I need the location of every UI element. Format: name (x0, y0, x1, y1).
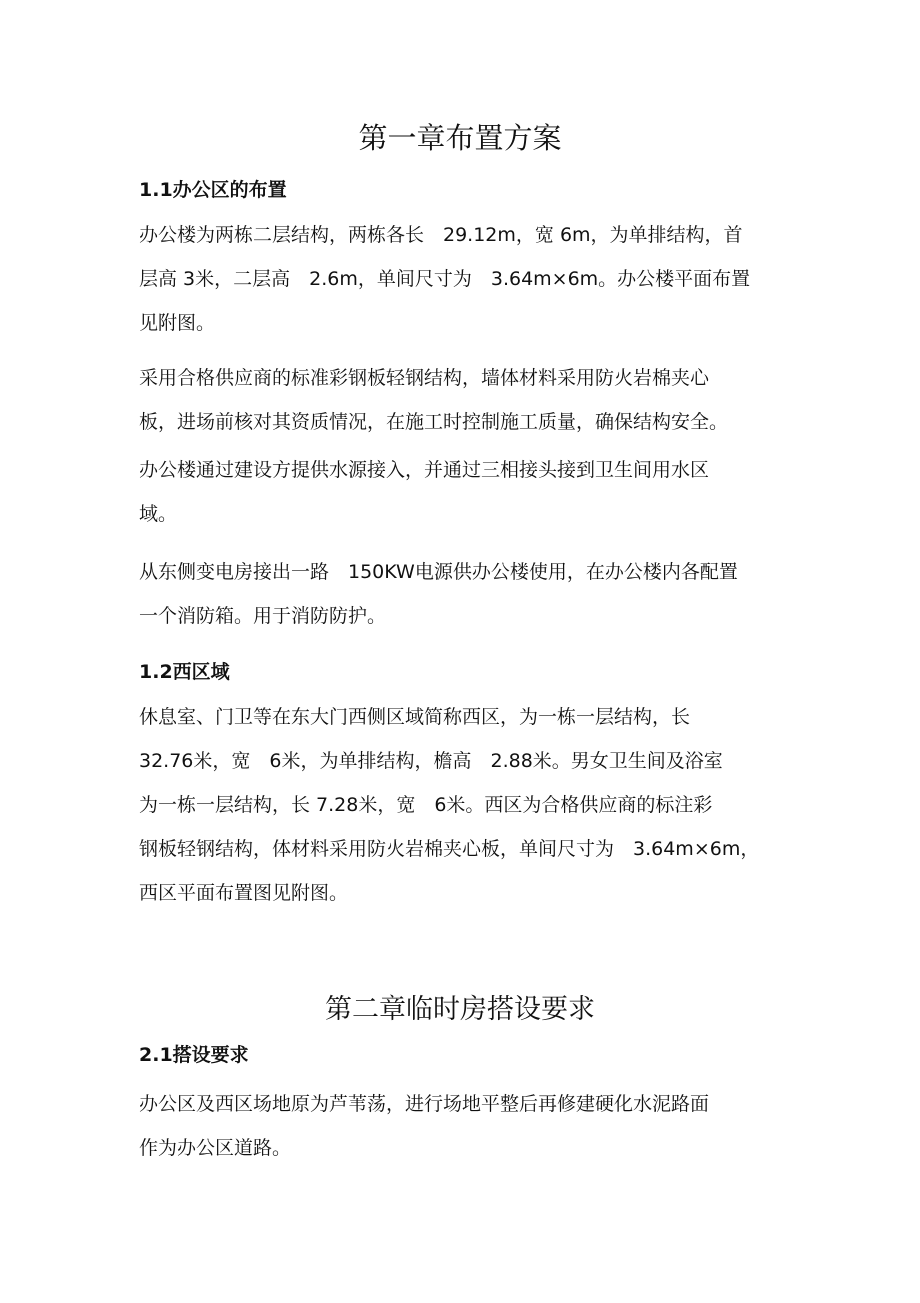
chapter-2-title: 第二章临时房搭设要求 (325, 994, 595, 1025)
section-2-1-paragraph-1 (139, 1082, 799, 1170)
section-1-1-paragraph-4 (139, 550, 799, 638)
paragraph-line: 钢板轻钢结构，体材料采用防火岩棉夹心板，单间尺寸为 3.64m×6m， (139, 838, 760, 860)
chapter-1-title: 第一章布置方案 (358, 121, 562, 155)
paragraph-line: 域。 (139, 503, 178, 525)
section-2-1-title: 2.1搭设要求 (139, 1044, 249, 1066)
paragraph-line: 板，进场前核对其资质情况，在施工时控制施工质量，确保结构安全。 (139, 411, 729, 433)
paragraph-line: 层高 3米，二层高 2.6m，单间尺寸为 3.64m×6m。办公楼平面布置 (139, 268, 751, 290)
section-1-1-title: 1.1办公区的布置 (139, 179, 287, 201)
paragraph-line: 为一栋一层结构，长 7.28米，宽 6米。西区为合格供应商的标注彩 (139, 794, 713, 816)
section-1-1-paragraph-1 (139, 213, 799, 345)
paragraph-line: 休息室、门卫等在东大门西侧区域简称西区，为一栋一层结构，长 (139, 706, 691, 728)
section-1-1-paragraph-3 (139, 448, 799, 536)
section-1-2-title: 1.2西区域 (139, 661, 230, 683)
paragraph-line: 作为办公区道路。 (139, 1137, 292, 1159)
paragraph-line: 西区平面布置图见附图。 (139, 882, 349, 904)
paragraph-line: 一个消防箱。用于消防防护。 (139, 605, 387, 627)
paragraph-line: 办公楼通过建设方提供水源接入，并通过三相接头接到卫生间用水区 (139, 459, 710, 481)
paragraph-line: 采用合格供应商的标准彩钢板轻钢结构，墙体材料采用防火岩棉夹心 (139, 367, 710, 389)
paragraph-line: 见附图。 (139, 312, 216, 334)
paragraph-line: 办公区及西区场地原为芦苇荡，进行场地平整后再修建硬化水泥路面 (139, 1093, 710, 1115)
paragraph-line: 32.76米，宽 6米，为单排结构，檐高 2.88米。男女卫生间及浴室 (139, 750, 723, 772)
section-1-1-paragraph-2 (139, 356, 799, 444)
section-1-2-paragraph-1 (139, 695, 799, 915)
paragraph-line: 从东侧变电房接出一路 150KW电源供办公楼使用，在办公楼内各配置 (139, 561, 738, 583)
paragraph-line: 办公楼为两栋二层结构，两栋各长 29.12m，宽 6m，为单排结构，首 (139, 224, 743, 246)
